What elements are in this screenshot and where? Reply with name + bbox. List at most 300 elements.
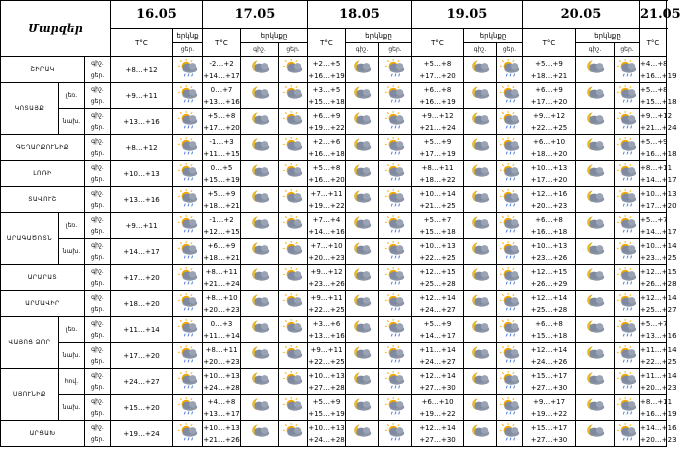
weather-icon-cell xyxy=(464,109,497,135)
day-col-header: ցեր. xyxy=(615,43,640,57)
temp-cell xyxy=(111,291,173,317)
temp-range: +18…+20 xyxy=(123,299,160,308)
temp-range: +8…+10 xyxy=(205,293,238,302)
weather-moon-cloud-icon xyxy=(241,397,278,419)
temp-range: +16…+18 xyxy=(640,149,677,158)
temp-range: +18…+20 xyxy=(530,149,568,158)
weather-icon-cell xyxy=(576,83,615,109)
temp-cell xyxy=(640,57,677,83)
temp-range: +9…+12 xyxy=(640,111,673,120)
weather-icon-cell xyxy=(241,213,279,239)
weather-moon-cloud-icon xyxy=(576,137,614,159)
weather-icon-cell xyxy=(173,109,203,135)
temp-range: +10…+14 xyxy=(419,189,456,198)
night-label: գիշ. xyxy=(91,371,104,379)
weather-icon-cell xyxy=(279,109,308,135)
temp-cell xyxy=(111,369,173,395)
weather-moon-cloud-icon xyxy=(241,163,278,185)
temp-cell xyxy=(640,343,677,369)
day-label: ցեր. xyxy=(90,305,105,313)
weather-sun-cloud-icon xyxy=(279,59,307,81)
weather-sun-cloud-icon xyxy=(279,111,307,133)
weather-moon-cloud-icon xyxy=(241,423,278,445)
temp-range: +21…+26 xyxy=(203,435,240,444)
temp-range: +2…+6 xyxy=(312,137,341,146)
weather-moon-cloud-icon xyxy=(241,267,278,289)
temp-range: +11…+14 xyxy=(123,325,160,334)
temp-range: +8…+11 xyxy=(205,345,238,354)
temp-cell xyxy=(412,213,464,239)
weather-sun-rain-icon xyxy=(615,215,639,237)
weather-icon-cell xyxy=(464,161,497,187)
temp-range: +19…+22 xyxy=(419,409,456,418)
weather-icon-cell xyxy=(346,57,379,83)
temp-range: +7…+4 xyxy=(312,215,341,224)
weather-sun-rain-icon xyxy=(379,397,411,419)
weather-icon-cell xyxy=(576,291,615,317)
temp-range: +5…+8 xyxy=(312,163,341,172)
night-day-labels xyxy=(85,239,111,265)
weather-sun-rain-icon xyxy=(497,215,522,237)
temp-range: +17…+19 xyxy=(419,149,456,158)
day-label: ցեր. xyxy=(90,383,105,391)
weather-moon-cloud-icon xyxy=(346,423,378,445)
temp-cell xyxy=(523,395,576,421)
temp-range: +5…+9 xyxy=(535,59,563,68)
temp-cell xyxy=(111,265,173,291)
temp-cell xyxy=(412,83,464,109)
weather-icon-cell xyxy=(497,317,523,343)
region-name: ԼՈՌԻ xyxy=(1,161,85,187)
weather-icon-cell xyxy=(346,317,379,343)
weather-moon-cloud-icon xyxy=(241,345,278,367)
night-label: գիշ. xyxy=(91,163,104,171)
table-row xyxy=(1,83,667,109)
table-row xyxy=(1,109,667,135)
temp-cell xyxy=(412,239,464,265)
temp-range: +6…+9 xyxy=(312,111,341,120)
temp-range: +9…+11 xyxy=(310,345,343,354)
temp-cell xyxy=(203,343,241,369)
weather-icon-cell xyxy=(497,109,523,135)
temp-cell xyxy=(308,135,346,161)
weather-sun-rain-icon xyxy=(379,59,411,81)
temp-range: +15…+20 xyxy=(123,403,160,412)
night-label: գիշ. xyxy=(91,397,104,405)
temp-cell xyxy=(111,109,173,135)
temp-cell xyxy=(640,187,677,213)
day-label: ցեր. xyxy=(90,149,105,157)
weather-icon-cell xyxy=(497,187,523,213)
weather-moon-cloud-icon xyxy=(241,137,278,159)
temp-range: +8…+11 xyxy=(205,267,238,276)
temp-range: +13…+16 xyxy=(123,195,160,204)
weather-sun-rain-icon xyxy=(615,137,639,159)
temp-cell xyxy=(111,395,173,421)
weather-icon-cell xyxy=(346,239,379,265)
weather-sun-rain-icon xyxy=(173,163,202,185)
temp-cell xyxy=(203,57,241,83)
temp-range: +9…+12 xyxy=(310,267,343,276)
weather-sun-rain-icon xyxy=(173,215,202,237)
weather-icon-cell xyxy=(173,161,203,187)
weather-sun-rain-icon xyxy=(379,85,411,107)
temp-range: +2…+5 xyxy=(312,59,341,68)
weather-icon-cell xyxy=(346,213,379,239)
weather-icon-cell xyxy=(279,83,308,109)
day-col-header: ցեր. xyxy=(497,43,523,57)
weather-sun-rain-icon xyxy=(379,163,411,185)
weather-moon-cloud-icon xyxy=(241,215,278,237)
temp-range: +3…+5 xyxy=(312,85,341,94)
night-label: գիշ. xyxy=(91,293,104,301)
weather-icon-cell xyxy=(241,317,279,343)
temp-range: 0…+7 xyxy=(210,85,233,94)
temp-cell xyxy=(203,161,241,187)
weather-icon-cell xyxy=(346,265,379,291)
temp-range: +17…+20 xyxy=(640,201,677,210)
weather-icon-cell xyxy=(615,213,640,239)
night-label: գիշ. xyxy=(91,319,104,327)
weather-moon-cloud-icon xyxy=(464,215,496,237)
temp-range: +7…+11 xyxy=(310,189,343,198)
weather-icon-cell xyxy=(241,187,279,213)
weather-icon-cell xyxy=(173,395,203,421)
temp-range: +27…+30 xyxy=(419,383,456,392)
temp-range: 0…+3 xyxy=(210,319,233,328)
weather-moon-cloud-icon xyxy=(346,163,378,185)
temp-range: +5…+7 xyxy=(640,215,668,224)
temp-range: +15…+17 xyxy=(530,423,568,432)
weather-icon-cell xyxy=(576,369,615,395)
night-label: գիշ. xyxy=(91,267,104,275)
temp-range: +14…+17 xyxy=(640,227,677,236)
weather-icon-cell xyxy=(279,161,308,187)
temp-cell xyxy=(523,343,576,369)
temp-cell xyxy=(308,421,346,447)
weather-icon-cell xyxy=(379,135,412,161)
temp-range: +23…+25 xyxy=(640,253,677,262)
weather-icon-cell xyxy=(497,265,523,291)
temp-cell xyxy=(523,421,576,447)
temp-cell xyxy=(111,83,173,109)
weather-icon-cell xyxy=(464,213,497,239)
temp-cell xyxy=(111,239,173,265)
table-row xyxy=(1,343,667,369)
weather-sun-rain-icon xyxy=(615,345,639,367)
weather-moon-cloud-icon xyxy=(346,189,378,211)
weather-icon-cell xyxy=(379,421,412,447)
weather-moon-cloud-icon xyxy=(464,319,496,341)
weather-sun-rain-icon xyxy=(173,267,202,289)
weather-icon-cell xyxy=(497,395,523,421)
weather-moon-cloud-icon xyxy=(241,59,278,81)
weather-icon-cell xyxy=(576,239,615,265)
weather-sun-rain-icon xyxy=(379,423,411,445)
weather-moon-cloud-icon xyxy=(464,85,496,107)
temp-range: +9…+12 xyxy=(532,111,566,120)
weather-icon-cell xyxy=(241,239,279,265)
temp-range: +11…+15 xyxy=(203,149,240,158)
temp-range: +13…+16 xyxy=(640,331,677,340)
weather-icon-cell xyxy=(615,57,640,83)
table-row xyxy=(1,395,667,421)
day-col-header: ցեր. xyxy=(279,43,308,57)
temp-range: +20…+23 xyxy=(308,253,345,262)
temp-col-header: T°C xyxy=(111,29,173,57)
weather-icon-cell xyxy=(279,187,308,213)
date-header: 17.05 xyxy=(203,1,308,29)
table-row xyxy=(1,213,667,239)
night-day-labels xyxy=(85,109,111,135)
weather-icon-cell xyxy=(379,83,412,109)
region-name: ԱՐԱՐԱՏ xyxy=(1,265,85,291)
weather-icon-cell xyxy=(279,239,308,265)
weather-icon-cell xyxy=(279,421,308,447)
weather-sun-rain-icon xyxy=(173,137,202,159)
weather-icon-cell xyxy=(464,291,497,317)
temp-range: +12…+14 xyxy=(640,293,677,302)
weather-icon-cell xyxy=(464,421,497,447)
temp-range: +10…+13 xyxy=(308,371,345,380)
temp-cell xyxy=(203,421,241,447)
weather-sun-cloud-icon xyxy=(279,397,307,419)
temp-cell xyxy=(640,135,677,161)
day-label: ցեր. xyxy=(90,175,105,183)
region-name: ՎԱՅՈՑ ՁՈՐ xyxy=(1,317,59,369)
weather-sun-rain-icon xyxy=(173,293,202,315)
temp-range: +25…+27 xyxy=(640,305,677,314)
weather-sun-rain-icon xyxy=(497,163,522,185)
weather-icon-cell xyxy=(173,213,203,239)
temp-range: +10…+13 xyxy=(419,241,456,250)
region-subzone: հով. xyxy=(59,369,85,395)
temp-cell xyxy=(412,343,464,369)
temp-range: +25…+28 xyxy=(419,279,456,288)
weather-icon-cell xyxy=(379,265,412,291)
temp-range: +19…+24 xyxy=(123,429,160,438)
weather-icon-cell xyxy=(379,317,412,343)
weather-icon-cell xyxy=(464,317,497,343)
weather-icon-cell xyxy=(379,57,412,83)
weather-icon-cell xyxy=(576,343,615,369)
weather-icon-cell xyxy=(173,57,203,83)
temp-range: +12…+15 xyxy=(203,227,240,236)
temp-range: +15…+18 xyxy=(530,331,568,340)
temp-cell xyxy=(203,239,241,265)
weather-icon-cell xyxy=(576,421,615,447)
temp-range: +15…+19 xyxy=(203,175,240,184)
night-label: գիշ. xyxy=(91,59,104,67)
weather-icon-cell xyxy=(576,135,615,161)
temp-range: +15…+17 xyxy=(530,371,568,380)
weather-sun-rain-icon xyxy=(615,189,639,211)
night-col-header: գիշ. xyxy=(464,43,497,57)
weather-icon-cell xyxy=(279,395,308,421)
weather-icon-cell xyxy=(241,291,279,317)
weather-sun-rain-icon xyxy=(173,59,202,81)
weather-moon-cloud-icon xyxy=(346,267,378,289)
region-name: ԱՐԱԳԱԾՈՏՆ xyxy=(1,213,59,265)
weather-icon-cell xyxy=(464,265,497,291)
day-label: ցեր. xyxy=(90,331,105,339)
temp-cell xyxy=(308,213,346,239)
temp-cell xyxy=(203,109,241,135)
temp-range: +9…+11 xyxy=(125,91,158,100)
cloud-col-header: երկնքը xyxy=(346,29,412,43)
weather-icon-cell xyxy=(346,291,379,317)
weather-moon-cloud-icon xyxy=(576,189,614,211)
weather-sun-rain-icon xyxy=(379,267,411,289)
weather-sun-rain-icon xyxy=(615,397,639,419)
weather-icon-cell xyxy=(279,369,308,395)
temp-col-header: T°C xyxy=(203,29,241,57)
weather-icon-cell xyxy=(615,187,640,213)
weather-icon-cell xyxy=(497,291,523,317)
weather-icon-cell xyxy=(464,343,497,369)
temp-cell xyxy=(523,317,576,343)
temp-cell xyxy=(523,57,576,83)
weather-icon-cell xyxy=(379,395,412,421)
night-day-labels xyxy=(85,343,111,369)
weather-icon-cell xyxy=(464,135,497,161)
temp-range: +5…+9 xyxy=(312,397,341,406)
weather-icon-cell xyxy=(173,239,203,265)
region-name: ԳԵՂԱՐՔՈՒՆԻՔ xyxy=(1,135,85,161)
table-row xyxy=(1,187,667,213)
temp-range: +24…+28 xyxy=(308,435,345,444)
temp-range: +6…+8 xyxy=(535,319,563,328)
weather-moon-cloud-icon xyxy=(576,215,614,237)
weather-icon-cell xyxy=(173,265,203,291)
weather-icon-cell xyxy=(173,291,203,317)
weather-sun-rain-icon xyxy=(379,241,411,263)
day-label: ցեր. xyxy=(90,357,105,365)
table-row xyxy=(1,421,667,447)
weather-icon-cell xyxy=(615,291,640,317)
temp-range: +12…+14 xyxy=(419,423,456,432)
weather-sun-rain-icon xyxy=(379,137,411,159)
weather-moon-cloud-icon xyxy=(576,293,614,315)
temp-cell xyxy=(412,187,464,213)
temp-range: +7…+10 xyxy=(310,241,343,250)
cloud-col-header: երկնք xyxy=(173,29,203,43)
weather-sun-rain-icon xyxy=(497,423,522,445)
weather-icon-cell xyxy=(497,57,523,83)
temp-range: +21…+25 xyxy=(419,201,456,210)
night-day-labels xyxy=(85,57,111,83)
weather-icon-cell xyxy=(241,395,279,421)
weather-icon-cell xyxy=(615,369,640,395)
weather-icon-cell xyxy=(279,343,308,369)
weather-sun-rain-icon xyxy=(379,345,411,367)
region-name: ԱՐՑԱԽ xyxy=(1,421,85,447)
temp-range: +27…+28 xyxy=(308,383,345,392)
weather-icon-cell xyxy=(173,317,203,343)
temp-range: +22…+25 xyxy=(530,123,568,132)
weather-icon-cell xyxy=(576,187,615,213)
temp-range: +6…+8 xyxy=(535,215,563,224)
temp-range: +24…+27 xyxy=(419,305,456,314)
day-label: ցեր. xyxy=(90,123,105,131)
night-label: գիշ. xyxy=(91,85,104,93)
temp-range: +10…+13 xyxy=(123,169,160,178)
temp-range: +17…+20 xyxy=(123,273,160,282)
temp-cell xyxy=(412,265,464,291)
weather-icon-cell xyxy=(615,83,640,109)
temp-cell xyxy=(412,395,464,421)
weather-sun-cloud-icon xyxy=(279,345,307,367)
night-col-header: գիշ. xyxy=(241,43,279,57)
temp-range: +9…+17 xyxy=(532,397,566,406)
temp-cell xyxy=(640,239,677,265)
temp-range: +17…+20 xyxy=(530,97,568,106)
date-header: 21.05 xyxy=(640,1,667,29)
weather-sun-cloud-icon xyxy=(279,241,307,263)
weather-icon-cell xyxy=(241,421,279,447)
temp-range: +5…+8 xyxy=(423,59,452,68)
weather-icon-cell xyxy=(615,343,640,369)
temp-range: -2…+2 xyxy=(209,59,234,68)
cloud-col-header: երկնքը xyxy=(241,29,308,43)
weather-sun-rain-icon xyxy=(497,137,522,159)
weather-icon-cell xyxy=(241,109,279,135)
temp-cell xyxy=(640,265,677,291)
temp-cell xyxy=(308,83,346,109)
weather-icon-cell xyxy=(497,135,523,161)
weather-icon-cell xyxy=(497,343,523,369)
night-label: գիշ. xyxy=(91,111,104,119)
region-name: ՏԱՎՈՒՇ xyxy=(1,187,85,213)
weather-moon-cloud-icon xyxy=(346,111,378,133)
weather-moon-cloud-icon xyxy=(464,241,496,263)
night-day-labels xyxy=(85,83,111,109)
temp-range: +22…+25 xyxy=(640,357,677,366)
temp-range: +8…+12 xyxy=(125,65,158,74)
weather-moon-cloud-icon xyxy=(464,293,496,315)
weather-sun-rain-icon xyxy=(497,189,522,211)
region-subzone: նախ. xyxy=(59,109,85,135)
weather-icon-cell xyxy=(279,317,308,343)
temp-range: +12…+16 xyxy=(530,189,568,198)
temp-cell xyxy=(111,317,173,343)
weather-icon-cell xyxy=(346,83,379,109)
weather-moon-cloud-icon xyxy=(346,137,378,159)
temp-range: +10…+14 xyxy=(640,241,677,250)
temp-range: +15…+18 xyxy=(419,227,456,236)
weather-sun-rain-icon xyxy=(497,345,522,367)
weather-moon-cloud-icon xyxy=(576,371,614,393)
temp-range: +5…+8 xyxy=(207,111,236,120)
temp-cell xyxy=(203,369,241,395)
temp-range: +12…+15 xyxy=(640,267,677,276)
weather-moon-cloud-icon xyxy=(576,59,614,81)
weather-moon-cloud-icon xyxy=(464,163,496,185)
temp-range: +16…+19 xyxy=(419,97,456,106)
weather-sun-rain-icon xyxy=(497,267,522,289)
weather-icon-cell xyxy=(379,161,412,187)
weather-moon-cloud-icon xyxy=(464,111,496,133)
temp-range: +22…+25 xyxy=(308,357,345,366)
weather-sun-rain-icon xyxy=(173,241,202,263)
weather-sun-rain-icon xyxy=(615,423,639,445)
weather-moon-cloud-icon xyxy=(346,59,378,81)
weather-sun-rain-icon xyxy=(173,189,202,211)
temp-range: +14…+16 xyxy=(640,423,677,432)
weather-moon-cloud-icon xyxy=(241,241,278,263)
night-label: գիշ. xyxy=(91,423,104,431)
temp-range: +25…+28 xyxy=(530,305,568,314)
